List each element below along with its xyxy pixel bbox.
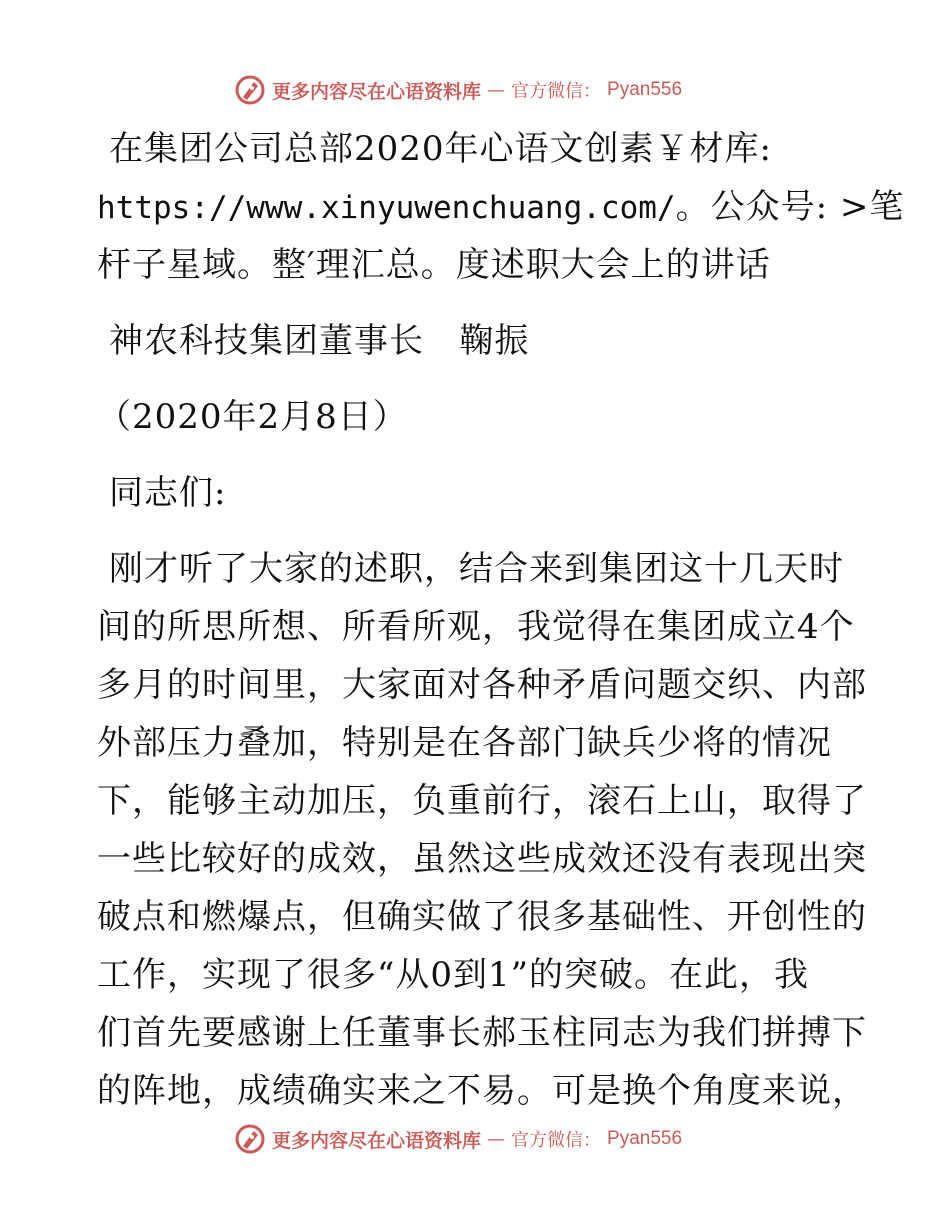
watermark-contact-id: Pyan556 [607,79,683,100]
speaker-line: 神农科技集团董事长 鞠振 [109,321,530,361]
pen-nib-circle-icon [234,74,266,106]
body-line: 下，能够主动加压，负重前行，滚石上山，取得了 [97,781,867,821]
pen-nib-circle-icon [234,1123,266,1155]
speech-title-line: 杆子星域。整′理汇总。度述职大会上的讲话 [97,245,771,285]
body-line: 刚才听了大家的述职，结合来到集团这十几天时 [109,549,844,589]
body-line: 工作，实现了很多“从0到1”的突破。在此，我 [97,955,810,995]
watermark-separator: — [487,1128,506,1150]
body-line: 间的所思所想、所看所观，我觉得在集团成立4个 [97,607,855,647]
body-line: 外部压力叠加，特别是在各部门缺兵少将的情况 [97,723,832,763]
body-line: 一些比较好的成效，虽然这些成效还没有表现出突 [97,839,867,879]
body-paragraph [97,540,867,1120]
header-watermark [234,73,754,107]
body-line: 的阵地，成绩确实来之不易。可是换个角度来说， [97,1071,867,1111]
website-url-text: https://www.xinyuwenchuang.com/ [97,190,676,226]
body-line: 们首先要感谢上任董事长郝玉柱同志为我们拼搏下 [97,1013,867,1053]
watermark-brand-text: 更多内容尽在心语资料库 [272,80,482,103]
speech-date: （2020年2月8日） [97,397,408,437]
watermark-contact-label: 官方微信： [511,81,602,102]
watermark-contact-label: 官方微信： [511,1130,602,1151]
salutation: 同志们: [109,473,227,513]
body-line: 多月的时间里，大家面对各种矛盾问题交织、内部 [97,665,867,705]
intro-line-1: 在集团公司总部2020年心语文创素￥材库: [109,129,772,169]
watermark-brand-text: 更多内容尽在心语资料库 [272,1129,482,1152]
document-body [97,120,905,1120]
watermark-contact-id: Pyan556 [607,1128,683,1149]
intro-line-2-rest: 。公众号: >笔 [675,187,905,227]
body-line: 破点和燃爆点，但确实做了很多基础性、开创性的 [97,897,867,937]
intro-line-2 [97,178,905,236]
footer-watermark [234,1122,754,1156]
watermark-separator: — [487,79,506,101]
